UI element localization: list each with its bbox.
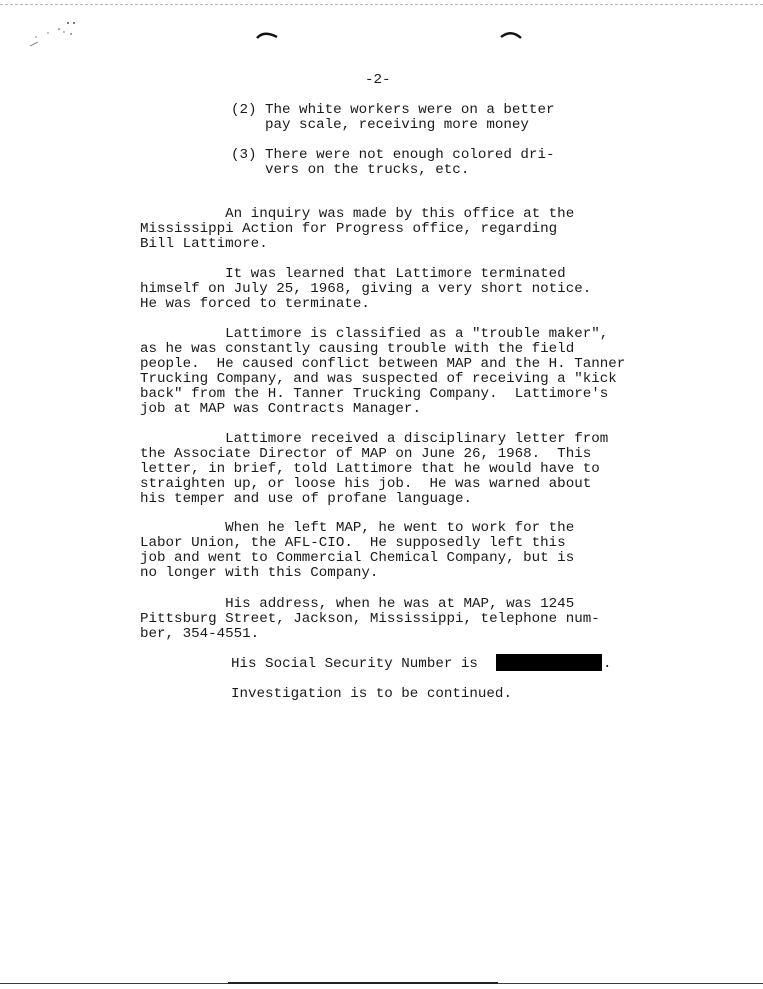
closing-line: Investigation is to be continued. <box>231 686 512 702</box>
page-bottom-edge-dark <box>228 982 498 984</box>
page-top-edge <box>0 4 763 5</box>
paragraph-line: Bill Lattimore. <box>140 236 268 252</box>
paragraph-line: job and went to Commercial Chemical Company, but is <box>140 550 575 566</box>
list-item-line: pay scale, receiving more money <box>265 117 529 133</box>
binding-mark-right <box>500 30 522 39</box>
paragraph-line: letter, in brief, told Lattimore that he would have to <box>140 461 600 477</box>
paragraph-line: Trucking Company, and was suspected of receiving a "kick <box>140 371 617 387</box>
paragraph-line: Lattimore is classified as a "trouble maker", <box>140 326 609 342</box>
paragraph-line: His address, when he was at MAP, was 1245 <box>140 596 575 612</box>
list-item-line: There were not enough colored dri- <box>265 147 555 163</box>
paragraph-line: Pittsburg Street, Jackson, Mississippi, telephone num- <box>140 611 600 627</box>
page-number: -2- <box>365 72 391 88</box>
paragraph-line: the Associate Director of MAP on June 26, 1968. This <box>140 446 592 462</box>
scan-specks <box>28 20 88 55</box>
binding-mark-left <box>256 30 278 39</box>
paragraph-line: people. He caused conflict between MAP and the H. Tanner <box>140 356 626 372</box>
list-item-line: The white workers were on a better <box>265 102 555 118</box>
paragraph-line: job at MAP was Contracts Manager. <box>140 401 421 417</box>
ssn-line: His Social Security Number is <box>231 656 478 672</box>
paragraph-line: no longer with this Company. <box>140 565 379 581</box>
paragraph-line: straighten up, or loose his job. He was warned about <box>140 476 592 492</box>
paragraph-line: himself on July 25, 1968, giving a very short notice. <box>140 281 592 297</box>
paragraph-line: It was learned that Lattimore terminated <box>140 266 566 282</box>
list-item-line: vers on the trucks, etc. <box>265 162 470 178</box>
paragraph-line: When he left MAP, he went to work for the <box>140 520 575 536</box>
ssn-line-end: . <box>603 656 612 672</box>
redaction-block <box>496 654 602 671</box>
list-item-marker: (2) <box>231 102 257 118</box>
paragraph-line: Labor Union, the AFL-CIO. He supposedly left this <box>140 535 566 551</box>
paragraph-line: as he was constantly causing trouble with the field <box>140 341 575 357</box>
list-item-marker: (3) <box>231 147 257 163</box>
paragraph-line: ber, 354-4551. <box>140 626 260 642</box>
paragraph-line: back" from the H. Tanner Trucking Company. Lattimore's <box>140 386 609 402</box>
paragraph-line: An inquiry was made by this office at the <box>140 206 575 222</box>
paragraph-line: his temper and use of profane language. <box>140 491 473 507</box>
paragraph-line: Mississippi Action for Progress office, regarding <box>140 221 558 237</box>
paragraph-line: He was forced to terminate. <box>140 296 370 312</box>
paragraph-line: Lattimore received a disciplinary letter from <box>140 431 609 447</box>
